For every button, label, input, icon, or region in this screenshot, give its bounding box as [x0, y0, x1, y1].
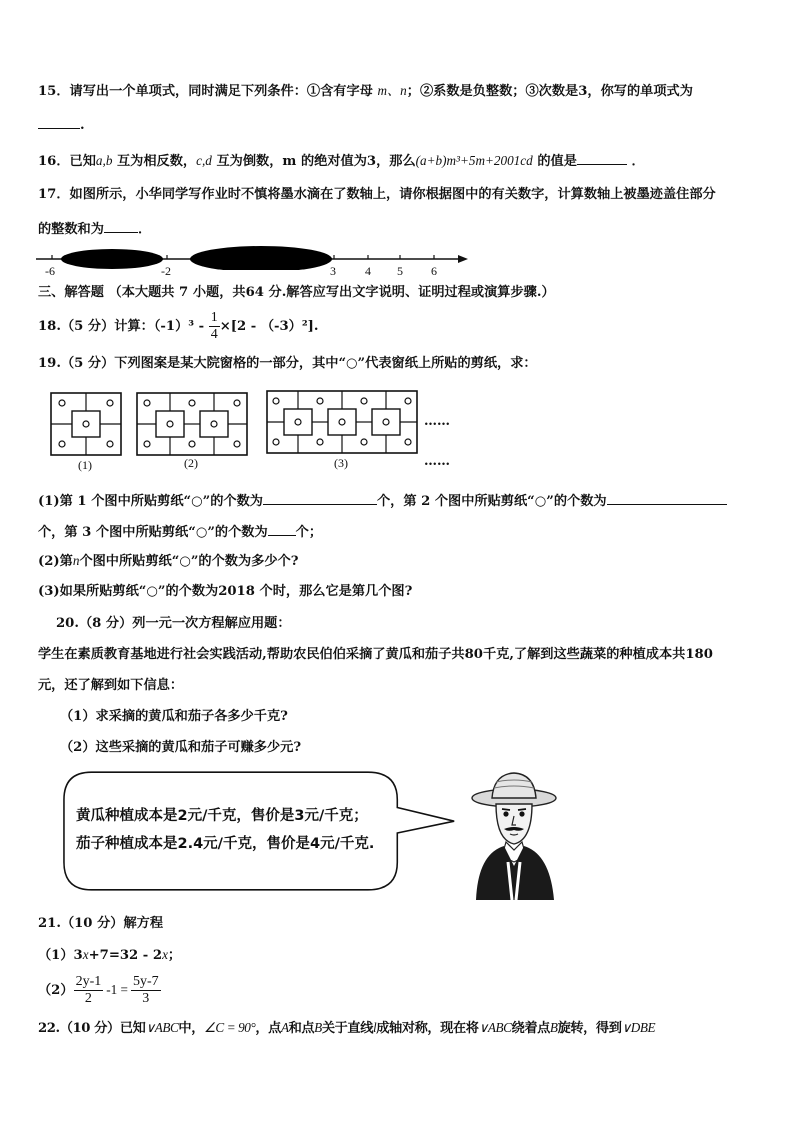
axis-label-5: 5	[397, 264, 403, 278]
q22-t8: 旋转，得到	[557, 1021, 622, 1036]
q22-t4: 和点	[288, 1021, 315, 1036]
q15-answer-line	[38, 114, 85, 135]
fig-label-2: (2)	[184, 456, 198, 470]
q22-line-l: l	[372, 1020, 377, 1035]
farmer-illustration	[468, 770, 558, 900]
q22-line	[38, 1019, 655, 1038]
q18-fraction	[209, 310, 220, 343]
q15-text3: ，你写的单项式为	[587, 84, 693, 99]
q21-e2a: （2）	[38, 983, 74, 998]
q21-var-x2: x	[162, 947, 168, 962]
q15-line	[38, 82, 693, 101]
q22-angle: ∠C = 90°	[203, 1020, 256, 1035]
q16-expression: (a+b)m³+5m+2001cd	[415, 153, 533, 168]
axis-label-minus2: -2	[161, 264, 171, 278]
q16-period: ．	[631, 154, 645, 169]
speech-bubble	[62, 770, 462, 892]
ellipsis-right: ……	[424, 414, 450, 429]
q21-frac-left-num: 2y-1	[75, 974, 102, 989]
q22-triangle-dbe: ∨DBE	[621, 1020, 656, 1035]
paper-cut-circle	[107, 400, 113, 406]
fig-label-3: (3)	[334, 456, 348, 470]
q19-blank-3[interactable]	[268, 521, 296, 536]
q22-t3: ，点	[255, 1021, 281, 1036]
ellipsis-bottom: ……	[424, 454, 450, 469]
ink-blot-left	[61, 249, 163, 269]
q18-part2: ×[2 - （-3）²].	[219, 319, 319, 334]
q19-s1b: 个，第 2 个图中所贴剪纸“○”的个数为	[376, 494, 607, 509]
q18-frac-numerator: 1	[210, 310, 218, 325]
q19-sub2	[38, 552, 298, 571]
q22-point-b: B	[314, 1020, 322, 1035]
q16-t4: 的值是	[537, 154, 577, 169]
q19-blank-2[interactable]	[607, 490, 727, 505]
q21-eq2	[38, 970, 161, 1010]
q19-stem: 19.（5 分）下列图案是某大院窗格的一部分，其中“○”代表窗纸上所贴的剪纸，求：	[38, 356, 537, 371]
q16-number: 16．	[38, 154, 70, 169]
q18-line	[38, 310, 318, 344]
q15-answer-blank[interactable]	[38, 114, 80, 129]
q22-point-b-2: B	[549, 1020, 558, 1035]
q20-para1: 学生在素质教育基地进行社会实践活动,帮助农民伯伯采摘了黄瓜和茄子共80千克,了解到这些蔬菜的种植成本共180	[38, 647, 713, 662]
q20-head: 20.（8 分）列一元一次方程解应用题：	[56, 616, 291, 631]
lattice-figure-1	[50, 392, 122, 456]
q21-e1c: ；	[167, 948, 182, 963]
q21-frac-left	[74, 974, 104, 1007]
q19-sub1-line1	[38, 490, 727, 511]
q21-var-x: x	[82, 947, 89, 962]
q19-s1d: 个；	[295, 525, 323, 540]
q15-letters: m、n	[377, 83, 407, 98]
q15-text: 请写出一个单项式，同时满足下列条件：①含有字母	[69, 84, 373, 99]
q21-head: 21.（10 分）解方程	[38, 916, 164, 931]
q15-text2: ；②系数是负整数；③次数是	[406, 84, 579, 99]
q16-answer-blank[interactable]	[577, 150, 627, 165]
q16-t3: 互为倒数，m 的绝对值为3，那么	[216, 154, 416, 169]
q17-period: ．	[137, 222, 152, 237]
axis-label-6: 6	[431, 264, 437, 278]
q19-sub1-line2	[38, 521, 322, 542]
q17-answer-blank[interactable]	[104, 218, 138, 233]
q20-sub2: （2）这些采摘的黄瓜和茄子可赚多少元?	[60, 740, 302, 755]
axis-label-4: 4	[365, 264, 371, 278]
q19-s2n: n	[72, 553, 80, 568]
q21-frac-right	[131, 974, 161, 1007]
q18-part1: （-1）³ -	[153, 319, 205, 334]
q19-s2a: (2)第	[38, 554, 73, 569]
q15-degree: 3	[578, 84, 588, 99]
q19-sub3: (3)如果所贴剪纸“○”的个数为2018 个时，那么它是第几个图?	[38, 584, 413, 599]
q21-eq1	[38, 946, 181, 965]
q16-t1: 已知	[69, 154, 96, 169]
paper-cut-circle	[107, 441, 113, 447]
q22-t1: 22.（10 分）已知	[38, 1021, 146, 1036]
q19-blank-1[interactable]	[263, 490, 377, 505]
q16-ab: a,b	[95, 153, 113, 168]
q18-label: 18.（5 分）计算：	[38, 319, 154, 334]
q20-sub1: （1）求采摘的黄瓜和茄子各多少千克?	[60, 709, 288, 724]
q22-t5: 关于直线	[321, 1021, 373, 1036]
bubble-line-1: 黄瓜种植成本是2元/千克，售价是3元/千克；	[76, 808, 368, 824]
q16-line	[38, 150, 645, 171]
fig-label-1: (1)	[78, 458, 92, 472]
q18-frac-denominator: 4	[210, 327, 218, 342]
axis-label-3: 3	[330, 264, 336, 278]
q22-point-a: A	[280, 1020, 289, 1035]
q17-line2	[38, 218, 151, 239]
q19-s2b: 个图中所贴剪纸“○”的个数为多少个?	[79, 554, 299, 569]
q17-line1: 17．如图所示，小华同学写作业时不慎将墨水滴在了数轴上，请你根据图中的有关数字，计算数轴上被墨迹盖住部分	[38, 187, 716, 202]
ink-blot-right	[190, 246, 332, 270]
q22-triangle-abc: ∨ABC	[145, 1020, 179, 1035]
q22-t7: 绕着点	[511, 1021, 550, 1036]
number-line	[30, 244, 480, 270]
q16-cd: c,d	[196, 153, 212, 168]
q22-triangle-abc-2: ∨ABC	[478, 1020, 512, 1035]
bubble-line-2: 茄子种植成本是2.4元/千克，售价是4元/千克.	[76, 836, 375, 852]
paper-cut-circle	[59, 400, 65, 406]
q20-para2: 元，还了解到如下信息：	[38, 678, 184, 693]
q21-e1a: （1）3	[38, 948, 83, 963]
q21-frac-right-den: 3	[142, 991, 150, 1006]
q17-line2-text: 的整数和为	[38, 222, 104, 237]
q21-e2-mid: -1 =	[106, 982, 128, 997]
q19-s1c: 个，第 3 个图中所贴剪纸“○”的个数为	[38, 525, 268, 540]
q15-period: .	[80, 118, 85, 133]
q21-frac-left-den: 2	[84, 991, 92, 1006]
q22-t2: 中，	[178, 1021, 204, 1036]
axis-label-minus6: -6	[45, 264, 55, 278]
lattice-figure-3	[266, 390, 418, 454]
paper-cut-circle	[59, 441, 65, 447]
q16-t2: 互为相反数，	[117, 154, 197, 169]
section-3-heading: 三、解答题 （本大题共 7 小题，共64 分.解答应写出文字说明、证明过程或演算步骤.）	[38, 285, 555, 300]
q15-number: 15．	[38, 84, 70, 99]
q21-e1b: +7=32 - 2	[88, 948, 163, 963]
q19-s1a: (1)第 1 个图中所贴剪纸“○”的个数为	[38, 494, 263, 509]
lattice-figure-2	[136, 392, 248, 456]
q22-t6: 成轴对称，现在将	[376, 1021, 479, 1036]
q21-frac-right-num: 5y-7	[132, 974, 159, 989]
paper-cut-circle	[83, 421, 89, 427]
